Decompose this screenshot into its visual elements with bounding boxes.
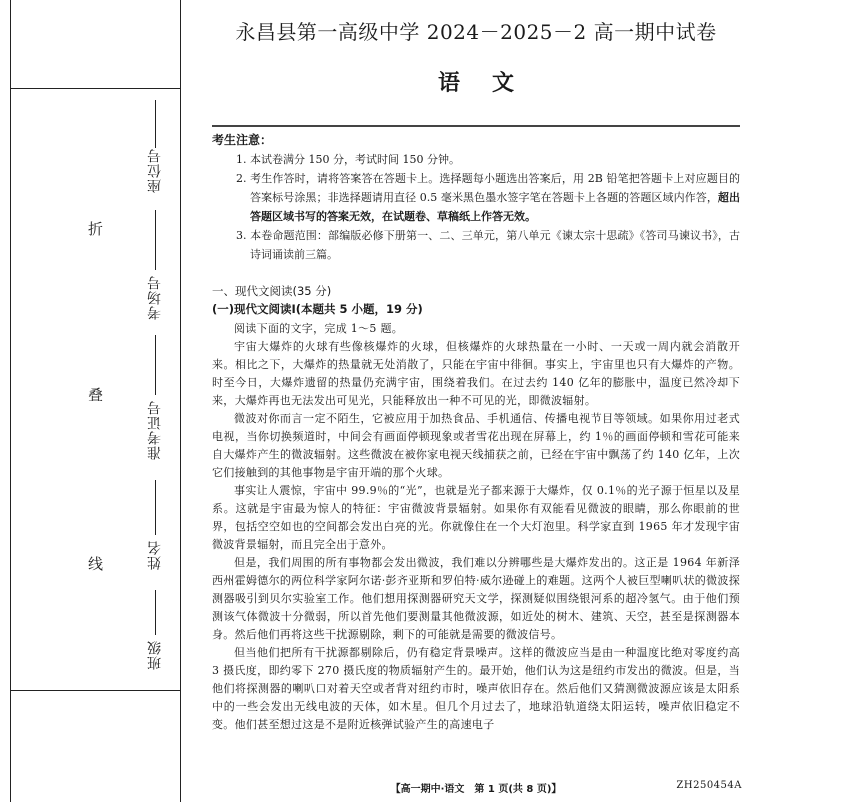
notice-item-2-text: 2. 考生作答时，请将答案答在答题卡上。选择题每小题选出答案后，用 2B 铅笔把答题卡上对应题目的答案标号涂黑；非选择题请用直径 0.5 毫米黑色墨水签字笔在答题卡上各题的答题区域内作答，: [236, 172, 740, 204]
fold-mark-die: 叠: [88, 386, 104, 404]
notice-item-3: 3. 本卷命题范围：部编版必修下册第一、二、三单元，第八单元《谏太宗十思疏》《答司马谏议书》，古诗词诵读前三篇。: [236, 229, 740, 261]
seat-number-blank: [155, 120, 156, 148]
exam-page: [212, 0, 740, 802]
fold-mark-xian: 线: [88, 555, 104, 573]
room-number-field: [141, 275, 169, 320]
exam-id-label: 准考证号: [147, 400, 163, 460]
class-field: [141, 640, 169, 670]
section-heading: 一、现代文阅读(35 分): [212, 284, 332, 298]
passage-paragraph-2: 微波对你而言一定不陌生，它被应用于加热食品、手机通信、传播电视节目等领域。如果你用过老式电视，当你切换频道时，中间会有画面停顿现象或者雪花出现在屏幕上，约 1％的画面停顿和雪花可能来自大爆炸产生的微波辐射。这些微波在被你家电视天线捕获之前，已经在宇宙中飘荡了约 140 亿年，上次它们接触到的其他事物是宇宙开端的那个火球。: [212, 412, 740, 479]
blank-line-3: [155, 335, 156, 395]
notice-heading: 考生注意：: [212, 133, 273, 147]
notice-item-2: [212, 169, 740, 226]
blank-line-1: [155, 100, 156, 120]
margin-line-inner: [180, 0, 181, 802]
notice-item-2-emphasis: 超出答题区域书写的答案无效，在试题卷、草稿纸上作答无效。: [250, 191, 741, 223]
reading-instruction: 阅读下面的文字，完成 1～5 题。: [234, 322, 404, 335]
blank-line-4: [155, 480, 156, 535]
passage-paragraph-5: 但当他们把所有干扰源都剔除后，仍有稳定背景噪声。这样的微波应当是由一种温度比绝对零度约高 3 摄氏度，即约零下 270 摄氏度的物质辐射产生的。最开始，他们认为这是纽约市发出的微波。但是，当他们将探测器的喇叭口对着天空或者背对纽约市时，噪声依旧存在。然后他们又猜测微波源应该是太阳系中的一些会发出无线电波的天体，如木星。但几个月过去了，地球沿轨道绕太阳运转，噪声依旧稳定不变。他们甚至想过这是不是附近核弹试验产生的高速电子: [212, 646, 740, 731]
page-number: 【高一期中·语文 第 1 页(共 8 页)】: [390, 784, 562, 795]
margin-line-outer: [10, 0, 11, 802]
subject-char-1: 语: [437, 71, 460, 96]
blank-line-2: [155, 210, 156, 270]
exam-title: 永昌县第一高级中学 2024－2025－2 高一期中试卷: [235, 20, 717, 44]
passage-paragraph-1: 宇宙大爆炸的火球有些像核爆炸的火球，但核爆炸的火球热量在一小时、一天或一周内就会消散开来。相比之下，大爆炸的热量就无处消散了，只能在宇宙中徘徊。事实上，宇宙里也只有大爆炸的产物。时至今日，大爆炸遗留的热量仍充满宇宙，围绕着我们。在过去约 140 亿年的膨胀中，温度已然冷却下来，大爆炸再也无法发出可见光，只能释放出一种不可见的光，即微波辐射。: [212, 340, 740, 407]
fold-mark-zhe: 折: [88, 220, 104, 238]
notice-list: [212, 150, 740, 264]
room-number-label: 考场号: [147, 275, 163, 320]
name-field: [141, 540, 169, 570]
name-label: 姓名: [147, 540, 163, 570]
margin-divider-top: [10, 88, 181, 89]
subject-char-2: 文: [492, 71, 515, 96]
header-rule: [212, 125, 740, 127]
subsection-heading: (一)现代文阅读Ⅰ(本题共 5 小题，19 分): [212, 302, 423, 316]
class-label: 班级: [147, 640, 163, 670]
seat-number-field: [141, 120, 169, 193]
margin-divider-bottom: [10, 690, 181, 691]
subject-title: [212, 66, 740, 97]
binding-margin: [0, 0, 183, 802]
seat-number-label: 座位号: [147, 148, 163, 193]
passage-paragraph-3: 事实让人震惊，宇宙中 99.9％的“光”，也就是光子都来源于大爆炸，仅 0.1％的光子源于恒星以及星系。这就是宇宙最为惊人的特征：宇宙微波背景辐射。如果你有双能看见微波的眼睛，那么你眼前的世界，包括空空如也的空间都会发出白亮的光。你就像住在一个大灯泡里。科学家直到 1965 年才发现宇宙微波背景辐射，而且完全出于意外。: [212, 484, 740, 551]
notice-item-1: 1. 本试卷满分 150 分，考试时间 150 分钟。: [236, 153, 460, 166]
paper-code: ZH250454A: [676, 780, 742, 791]
blank-line-5: [155, 590, 156, 635]
passage-paragraph-4: 但是，我们周围的所有事物都会发出微波，我们难以分辨哪些是大爆炸发出的。这正是 1964 年新泽西州霍姆德尔的两位科学家阿尔诺·彭齐亚斯和罗伯特·威尔逊碰上的难题。这两个人被巨型喇叭状的微波探测器吸引到贝尔实验室工作。他们想用探测器研究天文学，探测疑似围绕银河系的超冷氢气。由于他们预测该气体微波十分微弱，所以首先他们要测量其他微波源，如近处的树木、建筑、天空，甚至是探测器本身。然后他们再将这些干扰源剔除，剩下的可能就是需要的微波信号。: [212, 556, 740, 641]
exam-id-field: [141, 400, 169, 460]
reading-passage: [212, 320, 740, 734]
